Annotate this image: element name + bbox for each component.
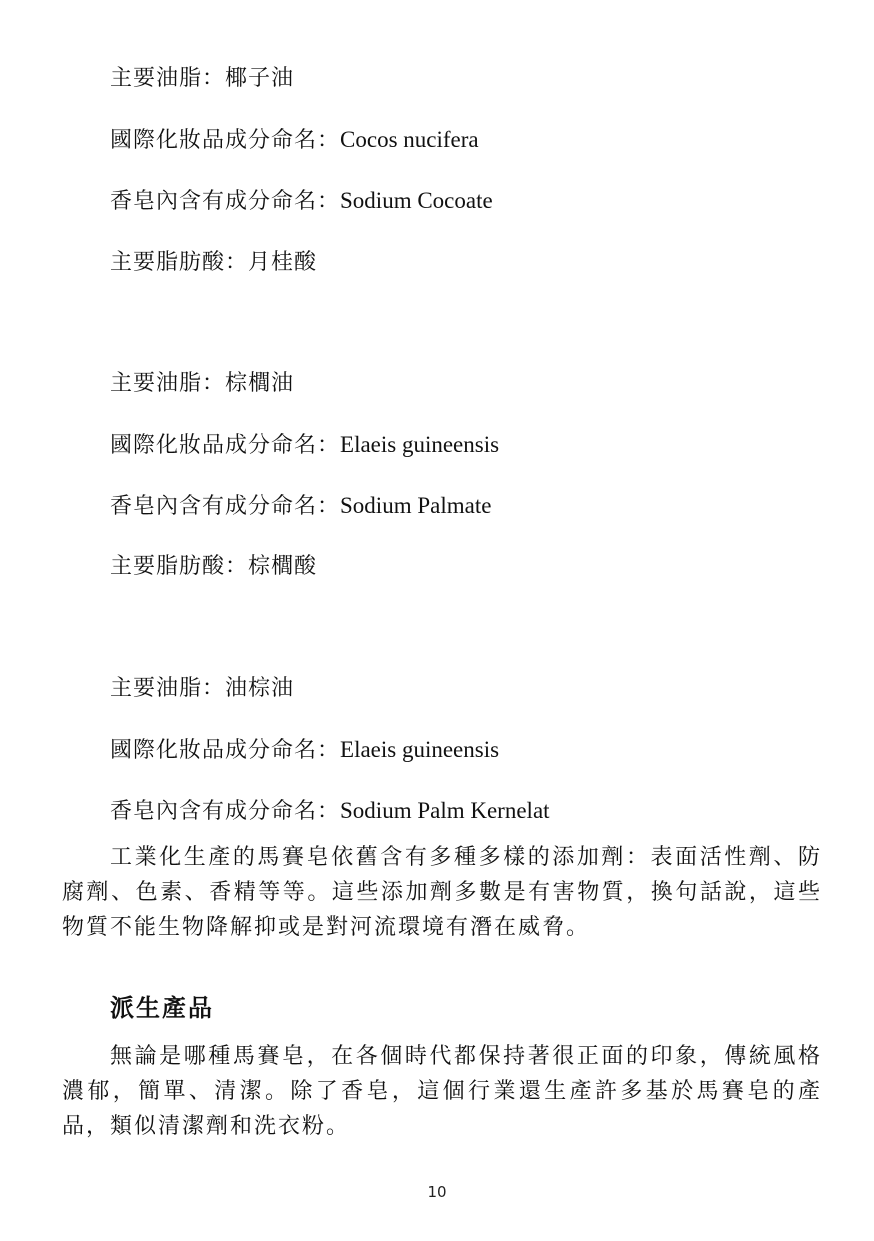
group-3-inci-name [110, 735, 499, 766]
soap-name-value: Sodium Palmate [340, 493, 492, 518]
soap-name-value: Sodium Cocoate [340, 188, 493, 213]
group-1-main-oil: 主要油脂：椰子油 [110, 66, 295, 91]
inci-name-value: Cocos nucifera [340, 127, 479, 152]
group-2-main-oil: 主要油脂：棕櫚油 [110, 371, 295, 396]
group-3-main-oil: 主要油脂：油棕油 [110, 676, 295, 701]
soap-name-label: 香皂內含有成分命名： [110, 494, 341, 519]
group-2-inci-name [110, 430, 499, 461]
group-1-soap-name [110, 186, 493, 217]
soap-name-label: 香皂內含有成分命名： [110, 799, 341, 824]
inci-name-label: 國際化妝品成分命名： [110, 738, 341, 763]
page-number: 10 [427, 1183, 447, 1201]
paragraph-derived-products: 無論是哪種馬賽皂，在各個時代都保持著很正面的印象，傳統風格濃郁，簡單、清潔。除了香皂，這個行業還生產許多基於馬賽皂的產品，類似清潔劑和洗衣粉。 [62, 1044, 822, 1139]
inci-name-label: 國際化妝品成分命名： [110, 433, 341, 458]
inci-name-label: 國際化妝品成分命名： [110, 128, 341, 153]
inci-name-value: Elaeis guineensis [340, 432, 500, 457]
group-1-inci-name [110, 125, 479, 156]
soap-name-value: Sodium Palm Kernelat [340, 798, 550, 823]
paragraph-additives: 工業化生產的馬賽皂依舊含有多種多樣的添加劑：表面活性劑、防腐劑、色素、香精等等。這些添加劑多數是有害物質，換句話說，這些物質不能生物降解抑或是對河流環境有潛在威脅。 [62, 845, 822, 940]
group-1-fatty-acid: 主要脂肪酸：月桂酸 [110, 250, 318, 275]
group-2-fatty-acid: 主要脂肪酸：棕櫚酸 [110, 554, 318, 579]
inci-name-value: Elaeis guineensis [340, 737, 500, 762]
group-3-soap-name [110, 796, 550, 827]
group-2-soap-name [110, 491, 491, 522]
section-heading: 派生產品 [110, 993, 214, 1022]
soap-name-label: 香皂內含有成分命名： [110, 189, 341, 214]
